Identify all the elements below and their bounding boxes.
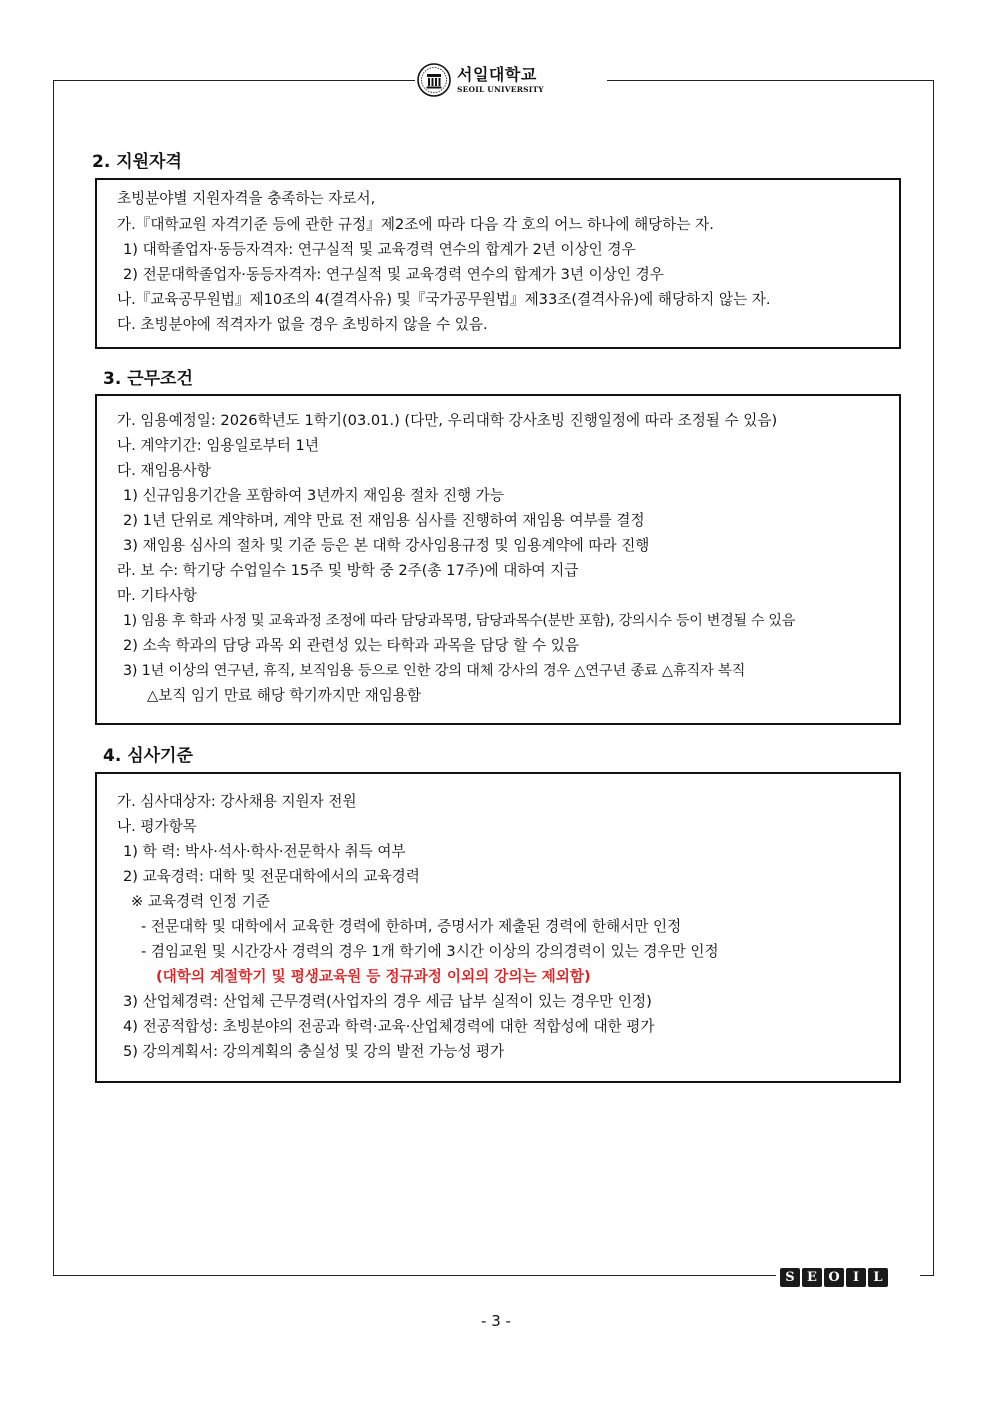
badge-letter: O xyxy=(824,1268,844,1287)
section4-title: 4. 심사기준 xyxy=(103,746,193,766)
section3-line: 3) 1년 이상의 연구년, 휴직, 보직임용 등으로 인한 강의 대체 강사의 경우 △연구년 종료 △휴직자 복직 xyxy=(123,663,746,679)
section3-line: 2) 1년 단위로 계약하며, 계약 만료 전 재임용 심사를 진행하여 재임용 여부를 결정 xyxy=(123,512,645,529)
section4-line: 4) 전공적합성: 초빙분야의 전공과 학력·교육·산업체경력에 대한 적합성에 대한 평가 xyxy=(123,1018,655,1035)
badge-letter: S xyxy=(780,1268,800,1287)
section4-line: 3) 산업체경력: 산업체 근무경력(사업자의 경우 세금 납부 실적이 있는 경우만 인정) xyxy=(123,993,652,1010)
section4-exclusion-note: (대학의 계절학기 및 평생교육원 등 정규과정 이외의 강의는 제외함) xyxy=(156,968,591,985)
page-number: - 3 - xyxy=(481,1312,511,1330)
section4-line: - 전문대학 및 대학에서 교육한 경력에 한하며, 증명서가 제출된 경력에 한해서만 인정 xyxy=(141,918,682,935)
logo-korean-name: 서일대학교 xyxy=(457,64,537,84)
section4-line: 나. 평가항목 xyxy=(117,818,197,835)
section4-line: 가. 심사대상자: 강사채용 지원자 전원 xyxy=(117,793,357,810)
section2-line: 1) 대학졸업자·동등자격자: 연구실적 및 교육경력 연수의 합계가 2년 이상인 경우 xyxy=(123,241,636,258)
section3-line: 나. 계약기간: 임용일로부터 1년 xyxy=(117,437,319,454)
section3-line: 1) 임용 후 학과 사정 및 교육과정 조정에 따라 담당과목명, 담당과목수(분반 포함), 강의시수 등이 변경될 수 있음 xyxy=(123,613,796,629)
university-seal-icon xyxy=(417,63,451,97)
section3-line: 마. 기타사항 xyxy=(117,587,197,604)
section2-title: 2. 지원자격 xyxy=(92,152,182,172)
section3-line: 1) 신규임용기간을 포함하여 3년까지 재임용 절차 진행 가능 xyxy=(123,487,504,504)
section3-line: 가. 임용예정일: 2026학년도 1학기(03.01.) (다만, 우리대학 강사초빙 진행일정에 따라 조정될 수 있음) xyxy=(117,412,778,429)
university-logo xyxy=(417,62,544,98)
section4-line: 1) 학 력: 박사·석사·학사·전문학사 취득 여부 xyxy=(123,843,406,860)
section3-line: 3) 재임용 심사의 절차 및 기준 등은 본 대학 강사임용규정 및 임용계약에 따라 진행 xyxy=(123,537,650,554)
badge-letter: I xyxy=(846,1268,866,1287)
section4-line: 2) 교육경력: 대학 및 전문대학에서의 교육경력 xyxy=(123,868,420,885)
badge-letter: E xyxy=(802,1268,822,1287)
section2-line: 다. 초빙분야에 적격자가 없을 경우 초빙하지 않을 수 있음. xyxy=(117,316,488,333)
section3-title: 3. 근무조건 xyxy=(103,369,193,389)
section3-line: 2) 소속 학과의 담당 과목 외 관련성 있는 타학과 과목을 담당 할 수 있음 xyxy=(123,637,579,654)
section4-line: - 겸임교원 및 시간강사 경력의 경우 1개 학기에 3시간 이상의 강의경력이 있는 경우만 인정 xyxy=(141,943,719,960)
section4-line: ※ 교육경력 인정 기준 xyxy=(131,893,270,910)
badge-letter: L xyxy=(868,1268,888,1287)
seoil-badge xyxy=(780,1268,888,1287)
section2-line: 나.『교육공무원법』제10조의 4(결격사유) 및『국가공무원법』제33조(결격사유)에 해당하지 않는 자. xyxy=(117,291,771,308)
section2-line: 초빙분야별 지원자격을 충족하는 자로서, xyxy=(117,190,376,207)
logo-english-name: SEOIL UNIVERSITY xyxy=(457,84,544,94)
section3-line: 라. 보 수: 학기당 수업일수 15주 및 방학 중 2주(총 17주)에 대하여 지급 xyxy=(117,562,579,579)
section3-line: △보직 임기 만료 해당 학기까지만 재임용함 xyxy=(147,687,422,704)
section3-line: 다. 재임용사항 xyxy=(117,462,211,479)
section2-line: 가.『대학교원 자격기준 등에 관한 규정』제2조에 따라 다음 각 호의 어느 하나에 해당하는 자. xyxy=(117,216,714,233)
section2-line: 2) 전문대학졸업자·동등자격자: 연구실적 및 교육경력 연수의 합계가 3년 이상인 경우 xyxy=(123,266,664,283)
section4-line: 5) 강의계획서: 강의계획의 충실성 및 강의 발전 가능성 평가 xyxy=(123,1043,505,1060)
